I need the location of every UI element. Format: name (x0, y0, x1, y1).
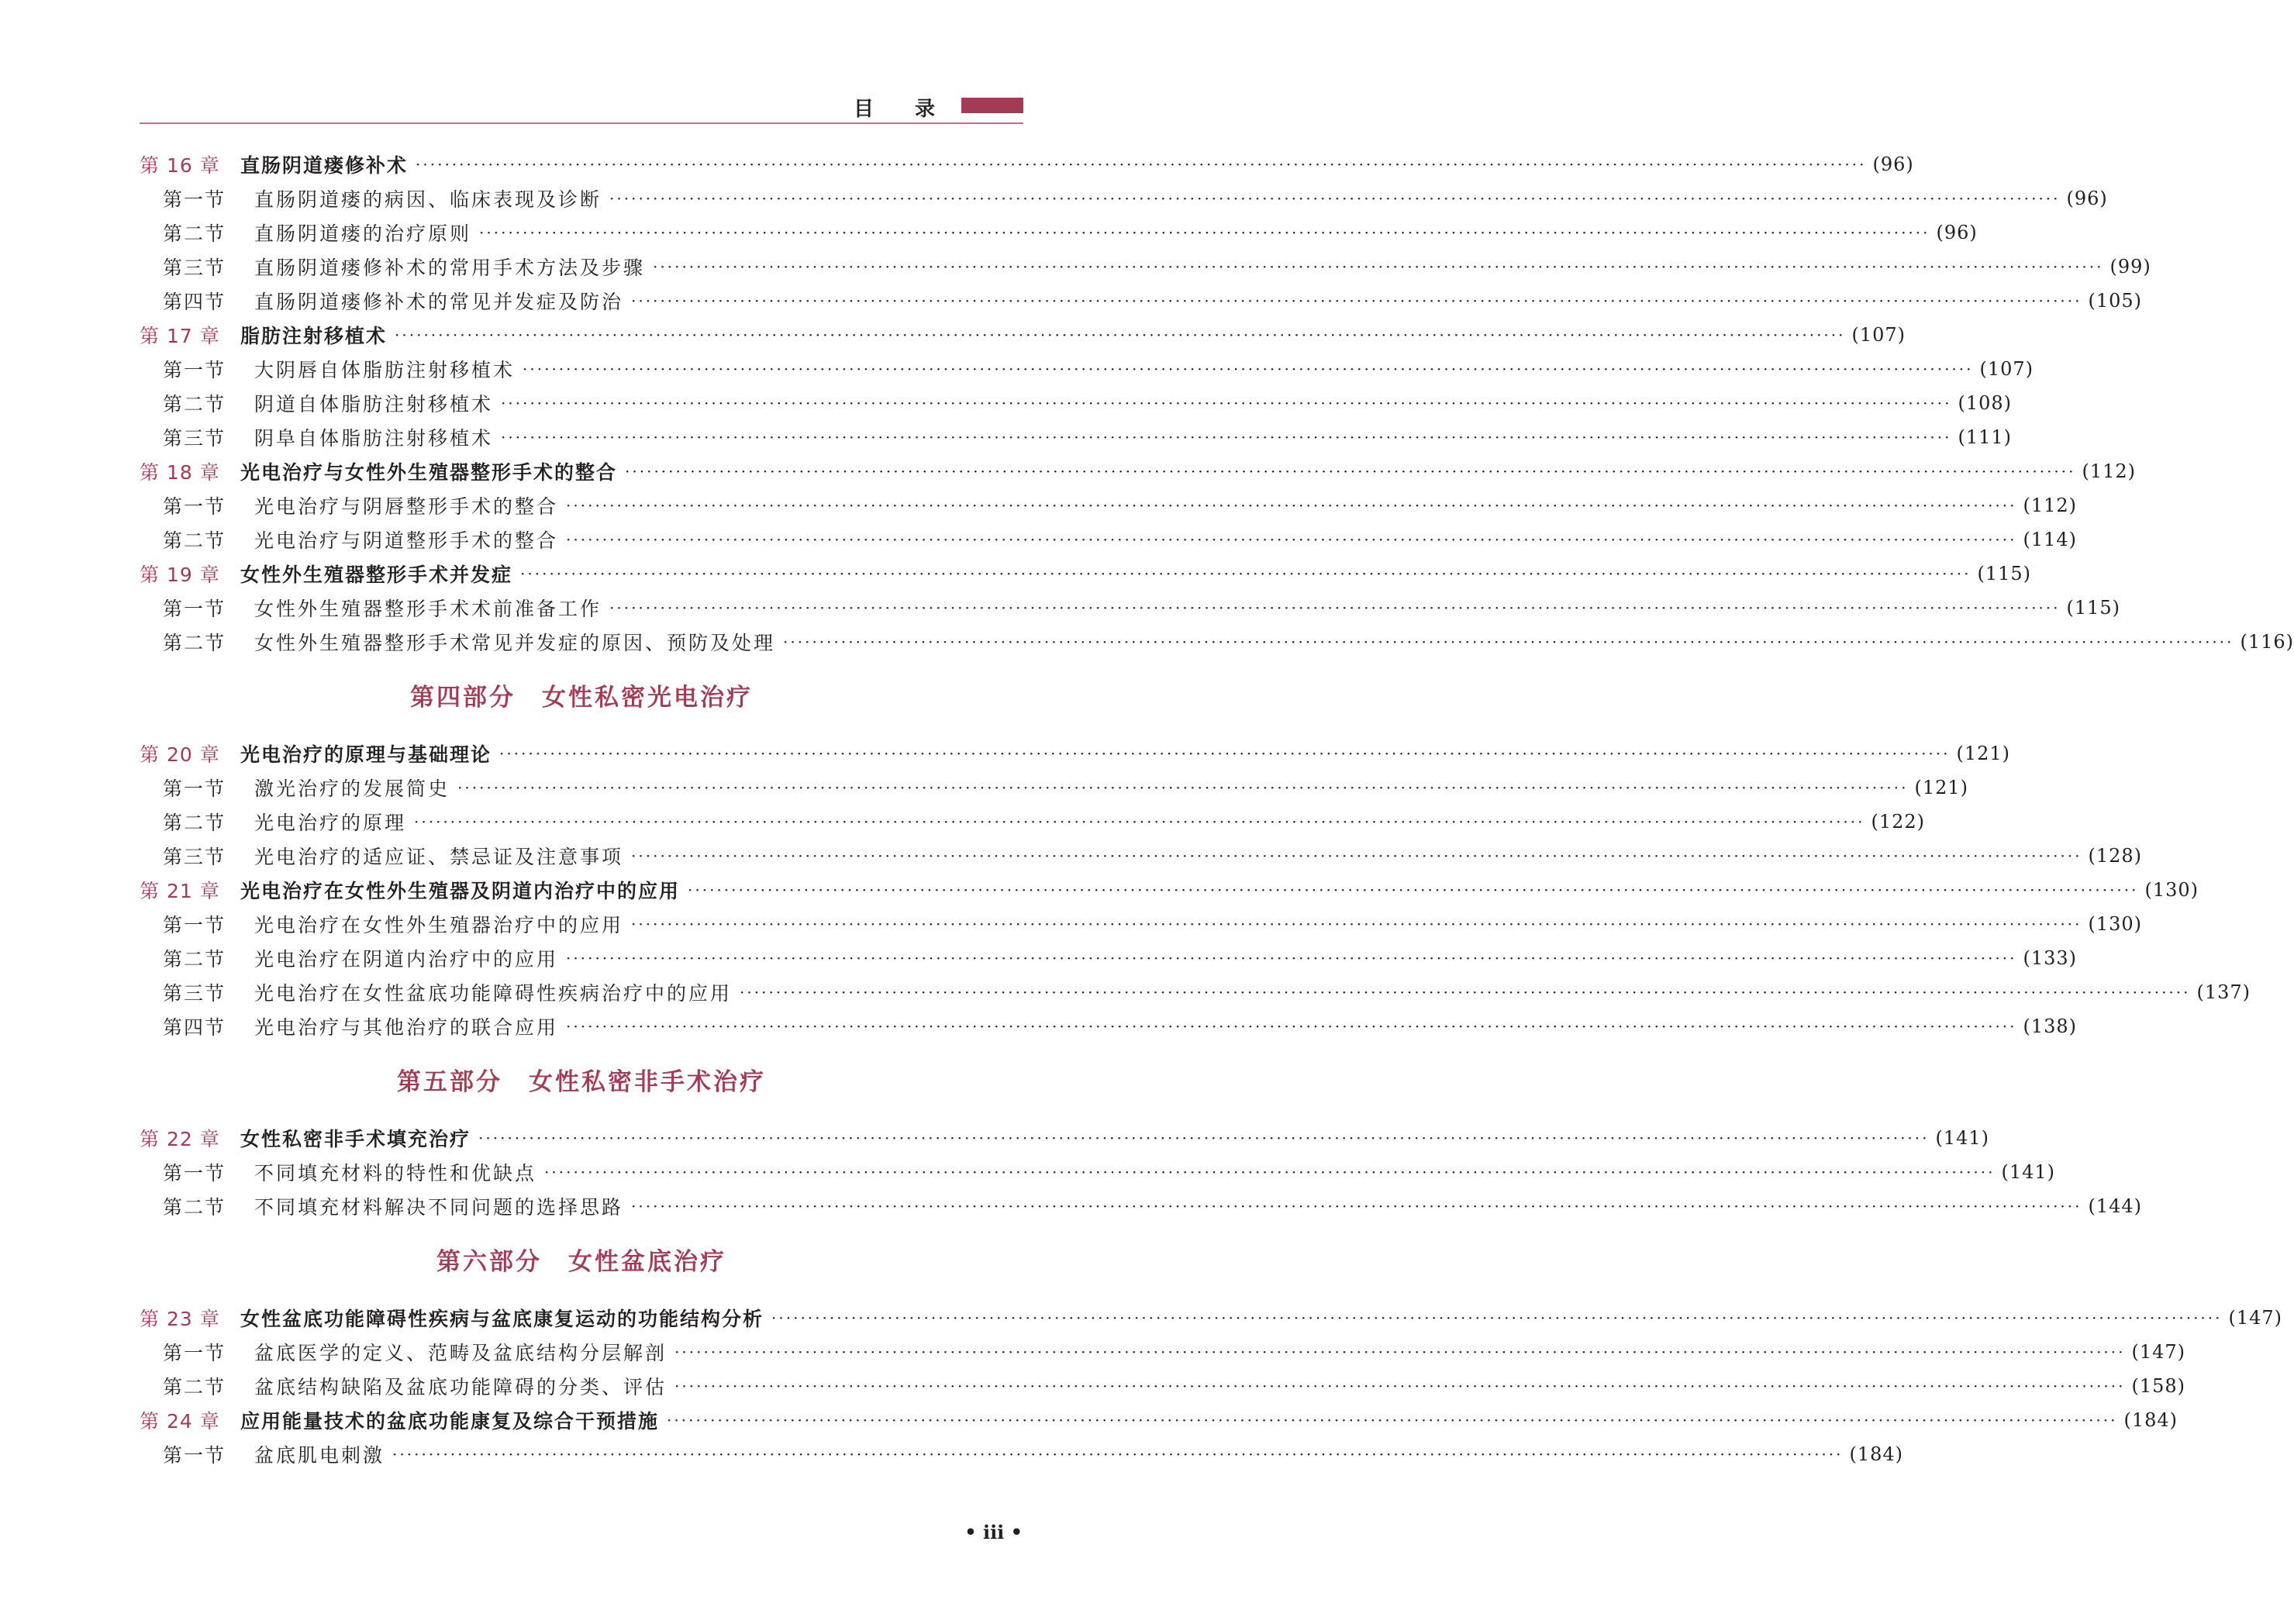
toc-section-entry[interactable] (140, 625, 2294, 659)
toc-chapter-entry[interactable] (140, 318, 1906, 352)
dot-leader: ········································································································································································································ (479, 223, 1930, 242)
dot-leader: ········································································································································································································ (416, 155, 1867, 174)
part-label: 第六部分 (436, 1248, 542, 1276)
page-reference: (108) (1958, 392, 2013, 414)
toc-chapter-entry[interactable] (140, 557, 2032, 591)
chapter-title: 直肠阴道瘘修补术 (240, 154, 409, 177)
dot-leader: ········································································································································································································ (783, 633, 2234, 651)
chapter-number: 第 22 章 (140, 1128, 220, 1150)
page-reference: (121) (1914, 777, 1969, 798)
dot-leader: ········································································································································································································ (457, 778, 1909, 797)
toc-chapter-entry[interactable] (140, 1403, 2178, 1437)
section-number: 第二节 (163, 393, 226, 415)
page-reference: (158) (2131, 1375, 2186, 1397)
section-number: 第四节 (163, 1016, 226, 1039)
toc-section-entry[interactable] (140, 907, 2143, 941)
toc-section-entry[interactable] (140, 771, 1969, 805)
section-number: 第二节 (163, 948, 226, 971)
section-title: 女性外生殖器整形手术术前准备工作 (254, 598, 602, 620)
section-title: 不同填充材料的特性和优缺点 (254, 1162, 537, 1184)
dot-leader: ········································································································································································································ (740, 983, 2191, 1002)
toc-section-entry[interactable] (140, 386, 2013, 420)
toc-section-entry[interactable] (140, 839, 2143, 873)
chapter-number: 第 21 章 (140, 880, 220, 902)
toc-section-entry[interactable] (140, 420, 2013, 454)
chapter-number: 第 18 章 (140, 461, 220, 484)
toc-section-entry[interactable] (140, 591, 2121, 625)
section-number: 第三节 (163, 427, 226, 450)
page-reference: (141) (1935, 1127, 1990, 1149)
page-reference: (96) (1936, 222, 1978, 243)
section-title: 激光治疗的发展简史 (254, 778, 450, 800)
dot-leader: ········································································································································································································ (395, 326, 1846, 344)
toc-section-entry[interactable] (140, 1009, 2078, 1043)
page-reference: (130) (2088, 913, 2143, 935)
part-label: 第四部分 (410, 684, 516, 712)
dot-leader: ········································································································································································································ (392, 1445, 1844, 1464)
part-heading (140, 659, 1023, 736)
toc-chapter-entry[interactable] (140, 147, 1914, 181)
page-reference: (107) (1851, 324, 1906, 346)
section-number: 第三节 (163, 257, 226, 279)
toc-section-entry[interactable] (140, 1189, 2143, 1223)
section-title: 直肠阴道瘘修补术的常用手术方法及步骤 (254, 257, 646, 279)
section-title: 阴阜自体脂肪注射移植术 (254, 427, 494, 450)
chapter-title: 光电治疗的原理与基础理论 (240, 743, 492, 766)
section-number: 第二节 (163, 812, 226, 834)
page-reference: (128) (2088, 845, 2143, 867)
part-title: 女性盆底治疗 (568, 1248, 726, 1276)
section-number: 第四节 (163, 291, 226, 313)
dot-leader: ········································································································································································································ (566, 530, 2017, 549)
section-title: 盆底结构缺陷及盆底功能障碍的分类、评估 (254, 1376, 668, 1398)
page-reference: (137) (2196, 981, 2251, 1003)
toc-section-entry[interactable] (140, 1155, 2056, 1189)
section-number: 第一节 (163, 1342, 226, 1364)
section-title: 阴道自体脂肪注射移植术 (254, 393, 494, 415)
chapter-number: 第 20 章 (140, 743, 220, 766)
dot-leader: ········································································································································································································ (501, 394, 1952, 412)
dot-leader: ········································································································································································································ (631, 846, 2082, 865)
dot-leader: ········································································································································································································ (609, 598, 2061, 617)
toc-section-entry[interactable] (140, 181, 2108, 215)
toc-chapter-entry[interactable] (140, 1301, 2283, 1335)
chapter-title: 女性外生殖器整形手术并发症 (240, 564, 513, 586)
section-title: 光电治疗在阴道内治疗中的应用 (254, 948, 559, 971)
toc-chapter-entry[interactable] (140, 873, 2199, 907)
toc-section-entry[interactable] (140, 975, 2251, 1009)
dot-leader: ········································································································································································································ (674, 1377, 2126, 1395)
page-reference: (144) (2088, 1195, 2143, 1217)
page-reference: (141) (2001, 1161, 2056, 1183)
section-title: 盆底肌电刺激 (254, 1444, 385, 1467)
toc-section-entry[interactable] (140, 805, 1926, 839)
chapter-title: 应用能量技术的盆底功能康复及综合干预措施 (240, 1410, 660, 1433)
part-title: 女性私密非手术治疗 (529, 1068, 766, 1096)
part-heading (140, 1223, 1023, 1301)
section-number: 第一节 (163, 359, 226, 381)
section-number: 第二节 (163, 632, 226, 654)
section-number: 第一节 (163, 1444, 226, 1467)
toc-section-entry[interactable] (140, 941, 2078, 975)
dot-leader: ········································································································································································································ (609, 189, 2061, 208)
page-reference: (115) (1977, 563, 2032, 584)
table-of-contents (140, 147, 2294, 1471)
dot-leader: ········································································································································································································ (566, 1017, 2017, 1036)
dot-leader: ········································································································································································································ (771, 1309, 2223, 1327)
running-header (140, 91, 1023, 124)
chapter-number: 第 19 章 (140, 564, 220, 586)
page-reference: (147) (2131, 1341, 2186, 1363)
dot-leader: ········································································································································································································ (625, 462, 2076, 481)
header-accent-bar (961, 98, 1023, 113)
chapter-number: 第 24 章 (140, 1410, 220, 1433)
dot-leader: ········································································································································································································ (499, 744, 1951, 763)
page-reference: (96) (1872, 153, 1914, 175)
section-number: 第二节 (163, 1196, 226, 1219)
section-title: 女性外生殖器整形手术常见并发症的原因、预防及处理 (254, 632, 776, 654)
page-reference: (138) (2023, 1015, 2078, 1037)
part-heading (140, 1043, 1023, 1121)
toc-section-entry[interactable] (140, 250, 2151, 284)
toc-section-entry[interactable] (140, 1369, 2186, 1403)
page-reference: (96) (2066, 188, 2108, 209)
page-reference: (114) (2023, 529, 2078, 550)
chapter-title: 脂肪注射移植术 (240, 325, 388, 347)
dot-leader: ········································································································································································································ (631, 915, 2082, 933)
section-title: 光电治疗与阴唇整形手术的整合 (254, 495, 559, 518)
section-number: 第二节 (163, 1376, 226, 1398)
section-title: 光电治疗的原理 (254, 812, 407, 834)
section-title: 大阴唇自体脂肪注射移植术 (254, 359, 516, 381)
dot-leader: ········································································································································································································ (478, 1129, 1930, 1147)
chapter-title: 光电治疗与女性外生殖器整形手术的整合 (240, 461, 618, 484)
page-reference: (99) (2109, 256, 2151, 278)
section-title: 直肠阴道瘘的病因、临床表现及诊断 (254, 188, 602, 211)
chapter-title: 女性私密非手术填充治疗 (240, 1128, 471, 1150)
toc-section-entry[interactable] (140, 352, 2034, 386)
section-number: 第一节 (163, 495, 226, 518)
part-label: 第五部分 (397, 1068, 502, 1096)
dot-leader: ········································································································································································································ (520, 564, 1971, 583)
section-number: 第一节 (163, 598, 226, 620)
section-title: 直肠阴道瘘修补术的常见并发症及防治 (254, 291, 624, 313)
section-number: 第一节 (163, 1162, 226, 1184)
page-reference: (105) (2088, 290, 2143, 312)
chapter-number: 第 16 章 (140, 154, 220, 177)
section-number: 第二节 (163, 222, 226, 245)
toc-section-entry[interactable] (140, 1335, 2186, 1369)
dot-leader: ········································································································································································································ (667, 1411, 2118, 1429)
toc-section-entry[interactable] (140, 522, 2078, 557)
section-title: 光电治疗在女性盆底功能障碍性疾病治疗中的应用 (254, 982, 733, 1005)
page-reference: (184) (1849, 1443, 1904, 1465)
page-reference: (112) (2023, 495, 2078, 516)
dot-leader: ········································································································································································································ (631, 1197, 2082, 1215)
section-title: 光电治疗的适应证、禁忌证及注意事项 (254, 846, 624, 868)
section-number: 第一节 (163, 914, 226, 936)
section-title: 光电治疗与其他治疗的联合应用 (254, 1016, 559, 1039)
part-title: 女性私密光电治疗 (542, 684, 753, 712)
section-title: 盆底医学的定义、范畴及盆底结构分层解剖 (254, 1342, 668, 1364)
toc-section-entry[interactable] (140, 215, 1978, 250)
dot-leader: ········································································································································································································ (674, 1343, 2126, 1361)
dot-leader: ········································································································································································································ (566, 949, 2017, 967)
dot-leader: ········································································································································································································ (631, 291, 2082, 310)
dot-leader: ········································································································································································································ (523, 360, 1974, 378)
header-title: 目 录 (853, 98, 952, 121)
toc-chapter-entry[interactable] (140, 736, 2011, 771)
section-number: 第一节 (163, 778, 226, 800)
section-number: 第二节 (163, 529, 226, 552)
page-reference: (133) (2023, 947, 2078, 969)
chapter-title: 光电治疗在女性外生殖器及阴道内治疗中的应用 (240, 880, 681, 902)
section-title: 不同填充材料解决不同问题的选择思路 (254, 1196, 624, 1219)
page-reference: (112) (2082, 460, 2137, 482)
page-reference: (107) (1979, 358, 2034, 380)
section-number: 第三节 (163, 846, 226, 868)
section-title: 直肠阴道瘘的治疗原则 (254, 222, 472, 245)
page-reference: (130) (2144, 879, 2199, 901)
section-number: 第三节 (163, 982, 226, 1005)
page-reference: (111) (1958, 426, 2013, 448)
page-reference: (184) (2123, 1409, 2178, 1431)
toc-section-entry[interactable] (140, 1437, 1904, 1471)
dot-leader: ········································································································································································································ (566, 496, 2017, 515)
page-number: • iii • (964, 1521, 1023, 1543)
section-title: 光电治疗与阴道整形手术的整合 (254, 529, 559, 552)
toc-chapter-entry[interactable] (140, 454, 2137, 488)
chapter-title: 女性盆底功能障碍性疾病与盆底康复运动的功能结构分析 (240, 1308, 764, 1330)
dot-leader: ········································································································································································································ (688, 881, 2139, 899)
page-reference: (116) (2240, 631, 2294, 653)
toc-chapter-entry[interactable] (140, 1121, 1990, 1155)
toc-section-entry[interactable] (140, 488, 2078, 522)
page-reference: (147) (2228, 1307, 2283, 1329)
page-reference: (115) (2066, 597, 2121, 619)
chapter-number: 第 17 章 (140, 325, 220, 347)
dot-leader: ········································································································································································································ (653, 257, 2104, 276)
dot-leader: ········································································································································································································ (501, 428, 1952, 447)
section-number: 第一节 (163, 188, 226, 211)
toc-section-entry[interactable] (140, 284, 2143, 318)
chapter-number: 第 23 章 (140, 1308, 220, 1330)
section-title: 光电治疗在女性外生殖器治疗中的应用 (254, 914, 624, 936)
dot-leader: ········································································································································································································ (544, 1163, 1996, 1181)
page-reference: (121) (1956, 743, 2011, 764)
page-reference: (122) (1871, 811, 1926, 833)
dot-leader: ········································································································································································································ (414, 812, 1865, 831)
